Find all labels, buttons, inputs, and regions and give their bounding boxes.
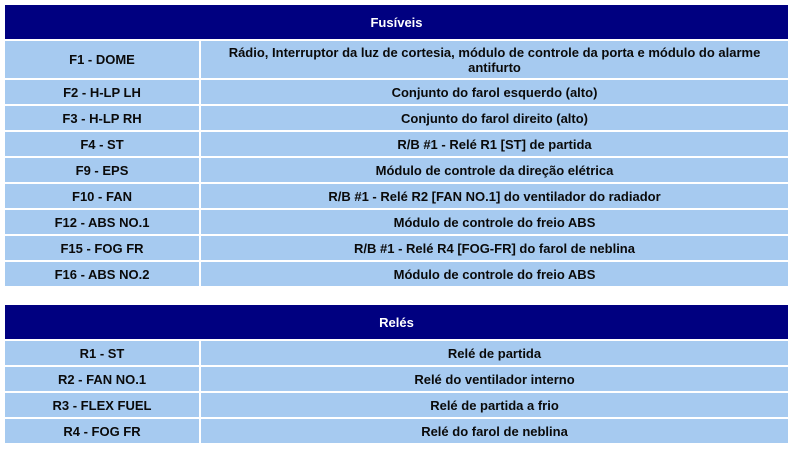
row-code: F12 - ABS NO.1 [4, 209, 200, 235]
row-code: F10 - FAN [4, 183, 200, 209]
table-row [4, 340, 789, 366]
table-row [4, 235, 789, 261]
row-code: R4 - FOG FR [4, 418, 200, 444]
reles-table [3, 303, 790, 445]
row-description: R/B #1 - Relé R1 [ST] de partida [200, 131, 789, 157]
row-description: Módulo de controle do freio ABS [200, 261, 789, 287]
fusiveis-header-row [4, 4, 789, 40]
reles-title: Relés [4, 304, 789, 340]
row-description: Rádio, Interruptor da luz de cortesia, módulo de controle da porta e módulo do alarme antifurto [200, 40, 789, 79]
row-code: F3 - H-LP RH [4, 105, 200, 131]
fusiveis-title: Fusíveis [4, 4, 789, 40]
row-description: R/B #1 - Relé R4 [FOG-FR] do farol de neblina [200, 235, 789, 261]
row-description: Conjunto do farol direito (alto) [200, 105, 789, 131]
table-row [4, 418, 789, 444]
row-description: Relé do farol de neblina [200, 418, 789, 444]
table-row [4, 40, 789, 79]
row-code: F16 - ABS NO.2 [4, 261, 200, 287]
table-row [4, 392, 789, 418]
table-row [4, 366, 789, 392]
table-row [4, 209, 789, 235]
row-description: Conjunto do farol esquerdo (alto) [200, 79, 789, 105]
row-code: F9 - EPS [4, 157, 200, 183]
table-row [4, 131, 789, 157]
table-row [4, 157, 789, 183]
row-code: R2 - FAN NO.1 [4, 366, 200, 392]
fusiveis-body [4, 40, 789, 287]
table-row [4, 79, 789, 105]
row-description: Relé de partida a frio [200, 392, 789, 418]
row-code: F2 - H-LP LH [4, 79, 200, 105]
table-row [4, 261, 789, 287]
row-description: Relé do ventilador interno [200, 366, 789, 392]
fusiveis-table [3, 3, 790, 288]
row-description: R/B #1 - Relé R2 [FAN NO.1] do ventilador do radiador [200, 183, 789, 209]
row-code: F1 - DOME [4, 40, 200, 79]
row-description: Relé de partida [200, 340, 789, 366]
row-code: F15 - FOG FR [4, 235, 200, 261]
reles-body [4, 340, 789, 444]
row-description: Módulo de controle da direção elétrica [200, 157, 789, 183]
reles-header-row [4, 304, 789, 340]
row-description: Módulo de controle do freio ABS [200, 209, 789, 235]
table-row [4, 183, 789, 209]
table-row [4, 105, 789, 131]
row-code: R3 - FLEX FUEL [4, 392, 200, 418]
row-code: F4 - ST [4, 131, 200, 157]
row-code: R1 - ST [4, 340, 200, 366]
